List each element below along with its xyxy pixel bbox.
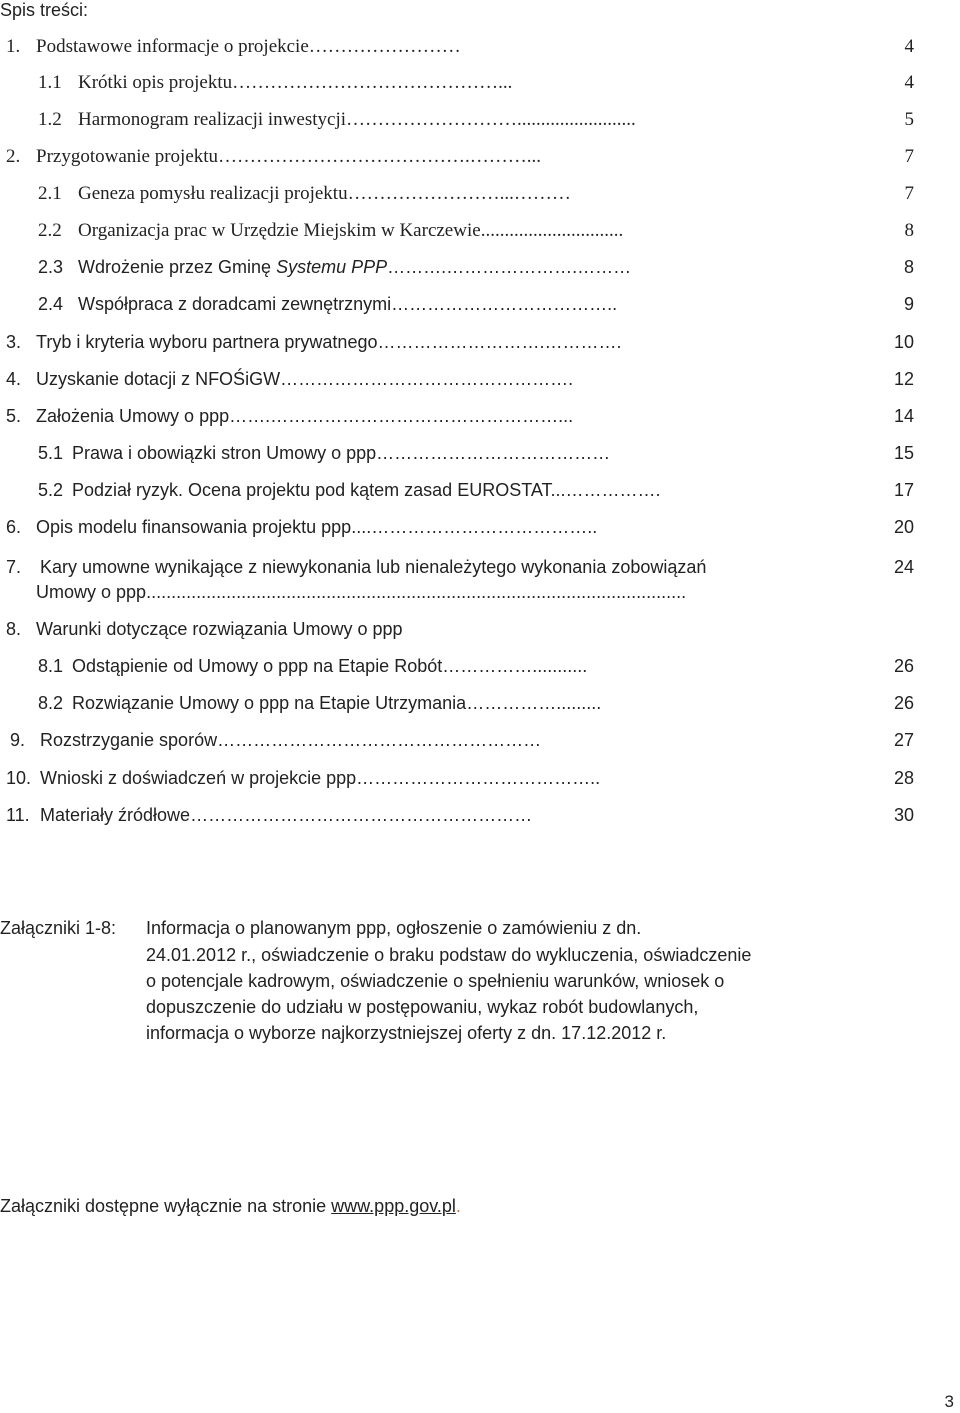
attachments-label: Załączniki 1-8:: [0, 918, 117, 938]
toc-entry-number: 1.2: [38, 109, 62, 130]
toc-entry-title: Rozstrzyganie sporów………………………………………………: [40, 730, 542, 750]
toc-entry[interactable]: [0, 72, 960, 98]
toc-entry-title: Organizacja prac w Urzędzie Miejskim w Karczewie..............................: [78, 220, 624, 241]
toc-entry-title: Podział ryzyk. Ocena projektu pod kątem zasad EUROSTAT...…………….: [72, 480, 661, 500]
attachments-line: informacja o wyborze najkorzystniejszej oferty z dn. 17.12.2012 r.: [146, 1023, 667, 1043]
toc-entry-page: 5: [904, 109, 914, 130]
toc-entry-page: 4: [904, 72, 914, 93]
toc-entry-page: 10: [893, 332, 914, 352]
toc-entry-page: 8: [903, 257, 914, 277]
toc-entry-number: 2.3: [38, 257, 64, 277]
toc-entry-page: 9: [903, 294, 914, 314]
toc-entry-number: 8.2: [38, 693, 64, 713]
toc-leader: ..............................: [480, 220, 624, 241]
toc-leader: ............................................................................................................: [146, 582, 687, 602]
toc-entry[interactable]: [0, 730, 960, 756]
toc-entry-number: 5.: [6, 406, 22, 426]
toc-entry-title: Rozwiązanie Umowy o ppp na Etapie Utrzymania…………….........: [72, 693, 602, 713]
toc-entry-page: 12: [893, 369, 914, 389]
toc-entry-page: 26: [893, 656, 914, 676]
toc-entry-title: Prawa i obowiązki stron Umowy o ppp…………………………………: [72, 443, 611, 463]
toc-entry-page: 17: [893, 480, 914, 500]
toc-entry[interactable]: [0, 693, 960, 719]
toc-entry[interactable]: [0, 220, 960, 246]
attachments-line: dopuszczenie do udziału w postępowaniu, wykaz robót budowlanych,: [146, 997, 699, 1017]
toc-entry-title: Założenia Umowy o ppp…….…………………………………………...: [36, 406, 574, 426]
toc-entry-number: 2.2: [38, 220, 62, 241]
toc-entry-page: 20: [893, 517, 914, 537]
toc-leader: ...…………….: [550, 480, 661, 500]
toc-entry[interactable]: [0, 109, 960, 135]
toc-entry-title: Warunki dotyczące rozwiązania Umowy o ppp: [36, 619, 403, 639]
attachments-line: 24.01.2012 r., oświadczenie o braku podstaw do wykluczenia, oświadczenie: [146, 945, 752, 965]
toc-entry[interactable]: [0, 517, 960, 543]
toc-entry-number: 8.1: [38, 656, 64, 676]
toc-entry[interactable]: [0, 369, 960, 395]
toc-entry-title: Kary umowne wynikające z niewykonania lub nienależytego wykonania zobowiązań: [40, 557, 707, 577]
toc-entry-number: 7.: [6, 557, 22, 577]
toc-entry-title: Wnioski z doświadczeń w projekcie ppp…………………………………..: [40, 768, 601, 788]
attachments-line: Informacja o planowanym ppp, ogłoszenie o zamówieniu z dn.: [146, 918, 642, 938]
toc-entry-page: 24: [893, 557, 914, 577]
toc-entry[interactable]: [0, 557, 960, 602]
toc-entry-number: 1.1: [38, 72, 62, 93]
toc-leader: ……………………….………….: [377, 332, 622, 352]
toc-entry-page: 4: [904, 36, 914, 57]
toc-entry-title: Harmonogram realizacji inwestycji……………………….........................: [78, 109, 636, 130]
toc-entry[interactable]: [0, 332, 960, 358]
toc-entry-title: Uzyskanie dotacji z NFOŚiGW………………………………………….: [36, 369, 574, 389]
toc-leader: …………………………………………………: [190, 805, 533, 825]
toc-entry[interactable]: [0, 36, 960, 62]
toc-entry-title: Odstąpienie od Umowy o ppp na Etapie Robót……………...........: [72, 656, 588, 676]
footer-dot: .: [455, 1196, 461, 1216]
toc-entry-number: 10.: [6, 768, 32, 788]
toc-entry-page: 28: [893, 768, 914, 788]
toc-leader: ……………...........: [442, 656, 588, 676]
toc-leader: ……………………: [308, 36, 461, 57]
toc-entry-number: 11.: [6, 805, 30, 825]
toc-entry-number: 6.: [6, 517, 22, 537]
toc-entry[interactable]: [0, 443, 960, 469]
toc-entry-number: 1.: [6, 36, 21, 57]
toc-entry-page: 7: [904, 183, 914, 204]
toc-entry[interactable]: [0, 183, 960, 209]
footer-text: Załączniki dostępne wyłącznie na stronie: [0, 1196, 332, 1216]
toc-entry-page: 15: [893, 443, 914, 463]
toc-entry-number: 2.: [6, 146, 21, 167]
toc-entry-number: 8.: [6, 619, 22, 639]
toc-entry[interactable]: [0, 619, 960, 645]
toc-entry-number: 2.1: [38, 183, 62, 204]
website-link[interactable]: www.ppp.gov.pl: [331, 1196, 456, 1216]
toc-entry[interactable]: [0, 656, 960, 682]
toc-leader: ……….………………….………: [387, 257, 632, 277]
toc-entry-page: 8: [904, 220, 914, 241]
attachments-line: o potencjale kadrowym, oświadczenie o spełnieniu warunków, wniosek o: [146, 971, 725, 991]
toc-leader: …………….........: [466, 693, 602, 713]
toc-entry-number: 4.: [6, 369, 22, 389]
toc-entry[interactable]: [0, 805, 960, 831]
page-number: 3: [944, 1392, 954, 1411]
toc-entry-page: 30: [893, 805, 914, 825]
toc-entry-title: Współpraca z doradcami zewnętrznymi………………………………..: [78, 294, 618, 314]
toc-entry-number: 9.: [10, 730, 26, 750]
toc-entry-title: Materiały źródłowe…………………………………………………: [40, 805, 533, 825]
toc-leader: ………………………………………………: [217, 730, 542, 750]
toc-entry-title: Podstawowe informacje o projekcie……………………: [36, 36, 461, 57]
toc-entry[interactable]: [0, 294, 960, 320]
toc-leader: ………………………………………….: [280, 369, 574, 389]
toc-entry[interactable]: [0, 146, 960, 172]
toc-entry-title: Geneza pomysłu realizacji projektu……………………...………: [78, 183, 571, 204]
toc-entry[interactable]: [0, 257, 960, 283]
toc-entry-title: Tryb i kryteria wyboru partnera prywatnego……………………….………….: [36, 332, 622, 352]
toc-entry-title: Krótki opis projektu……………………………………...: [78, 72, 513, 93]
toc-leader: ………………………………….………...: [218, 146, 542, 167]
toc-entry[interactable]: [0, 480, 960, 506]
toc-leader: ……………………………………...: [232, 72, 513, 93]
toc-entry[interactable]: [0, 768, 960, 794]
toc-entry-title: Opis modelu finansowania projektu ppp....………………………………..: [36, 517, 598, 537]
toc-entry-number: 2.4: [38, 294, 64, 314]
toc-leader: …….…………………………………………...: [229, 406, 574, 426]
toc-entry[interactable]: [0, 406, 960, 432]
toc-entry-number: 5.1: [38, 443, 64, 463]
toc-entry-number: 5.2: [38, 480, 64, 500]
footer-note: [0, 1196, 461, 1217]
toc-leader: ……………………….........................: [346, 109, 636, 130]
toc-entry-title: Wdrożenie przez Gminę Systemu PPP……….………………….………: [78, 257, 632, 277]
toc-leader: ………………………………..: [391, 294, 618, 314]
toc-leader: …………………………………: [376, 443, 611, 463]
toc-entry-page: 26: [893, 693, 914, 713]
toc-entry-title-continuation: Umowy o ppp............................................................................................................: [36, 582, 687, 602]
toc-entry-page: 14: [893, 406, 914, 426]
toc-entry-page: 27: [893, 730, 914, 750]
toc-leader: …………………………………..: [356, 768, 601, 788]
toc-leader: ....………………………………..: [351, 517, 598, 537]
toc-leader: ……………………...………: [347, 183, 571, 204]
toc-entry-title: Przygotowanie projektu………………………………….………...: [36, 146, 542, 167]
toc-entry-page: 7: [904, 146, 914, 167]
toc-entry-number: 3.: [6, 332, 22, 352]
toc-heading: Spis treści:: [0, 0, 89, 20]
